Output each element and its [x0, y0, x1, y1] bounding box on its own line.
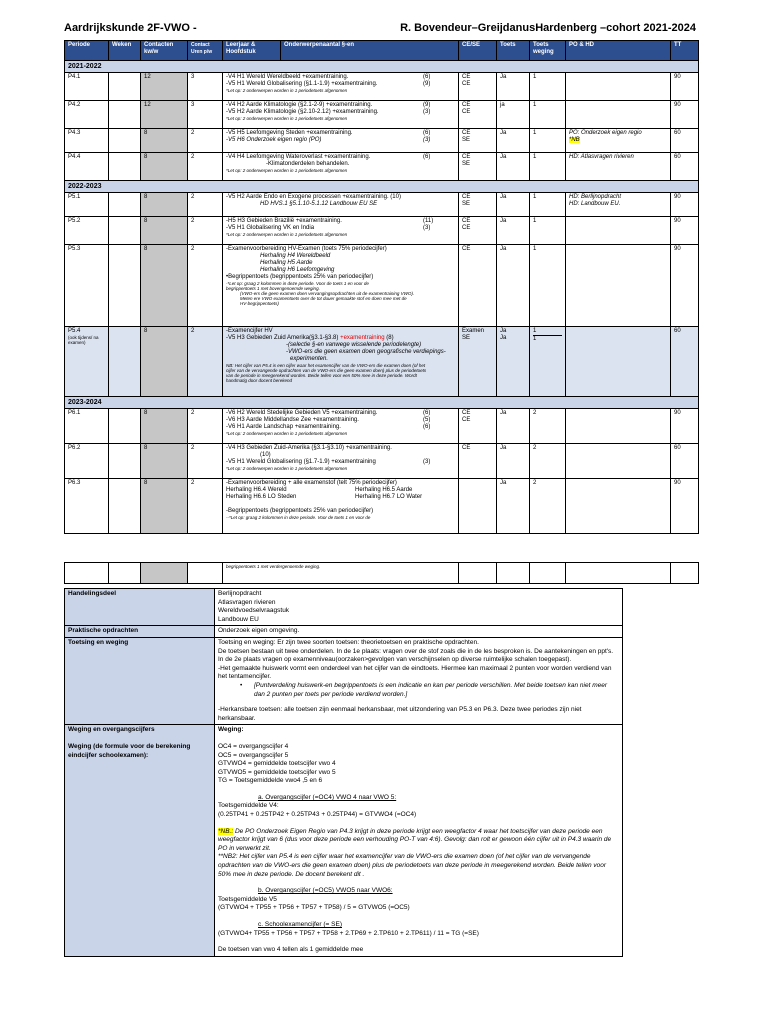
- praktische-opdrachten-row: Praktische opdrachten Onderzoek eigen omgeving.: [65, 626, 623, 638]
- col-cese: CE/SE: [459, 41, 497, 61]
- table-row: P5.2 8 2 -H5 H3 Gebieden Brazilië +examentraining. (11) -V5 H1 Globalisering VK en India (3) *Let op: 2 onderwerpen worden in 1 periodetoets afgenomen CE CE Ja 1 90: [65, 217, 699, 245]
- table-row: P4.1 12 3 -V4 H1 Wereld Wereldbeeld +examentraining. (6) -V5 H1 Wereld Globalisering (§1.1-1.9) +examentraining. (9) *Let op: 2 onderwerpen worden in 1 periodetoets afgenomen CE CE Ja 1 90: [65, 73, 699, 101]
- table-row: P4.4 8 2 -V4 H4 Leefomgeving Wateroverlast +examentraining. (6) -Klimatonderdelen behandelen. *Let op: 2 onderwerpen worden in 1 periodetoets afgenomen CE SE Ja 1 HD: Atlasvragen rivieren 60: [65, 153, 699, 181]
- table-row: P6.3 8 2 -Examenvoorbereiding + alle examenstof (telt 75% periodecijfer) Herhaling H6.4 Wereld Herhaling H6.5 Aarde Herhaling H6.6 LO Steden Herhaling H6.7 LO Water -Begrippentoets (begrippentoets 25% van periodecijfer) --*Let op: graag 2 kolommen in deze periode. Voor de toets 1 en voor de Ja 2 90: [65, 479, 699, 534]
- document-title: Aardrijkskunde 2F-VWO -: [64, 22, 197, 34]
- toetsing-row: Toetsing en weging Toetsing en weging: Er zijn twee soorten toetsen: theorietoetsen en praktische opdrachten. De toetsen bestaan uit twee onderdelen. In de 1e plaats: vragen over de stof zoals die in de les besproken is. De aantekeningen en ppt's. In de 2e plaats vragen op examenniveau(oorzaken>gevolgen van verschijnselen op diverse ruimtelijke schalen toegepast). -Het gemaakte huiswerk vormt een onderdeel van het cijfer van de eindtoets. Hiermee kan maximaal 2 punten voor worden verdiend van het tentamencijfer. • [Puntverdeling huiswerk-en begrippentoets is een indicatie en kan per periode verschillen. Met beide toetsen kan niet meer dan 2 punten per toets per periode verdiend worden.] -Herkansbare toetsen: alle toetsen zijn eenmaal herkansbaar, met uitzondering van P5.3 en P6.3. Deze twee periodes zijn niet herkansbaar.: [65, 637, 623, 724]
- table-row: P5.1 8 2 -V5 H2 Aarde Endo en Exogene processen +examentraining. (10) HD HVS.1 §5.1.10-5.1.12 Landbouw EU SE CE SE Ja 1 HD: Berlijnopdracht HD: Landbouw EU. 90: [65, 193, 699, 217]
- col-contact-uren: Contact Uren p/w: [188, 41, 223, 61]
- weging-row: Weging en overgangscijfers Weging (de formule voor de berekening eindcijfer schoolexamen): Weging: OC4 = overgangscijfer 4 OC5 = overgangscijfer 5 GTVWO4 = gemiddelde toetscijfer vwo 4 GTVWO5 = gemiddelde toetscijfer vwo 5 TG = Toetsgemiddelde vwo4 ,5 en 6 a. Overgangscijfer (=OC4) VWO 4 naar VWO 5: Toetsgemiddelde V4: (0.25TP41 + 0.25TP42 + 0.25TP43 + 0.25TP44) = GTVWO4 (=OC4) *NB.: De PO Onderzoek Eigen Regio van P4.3 krijgt in deze periode krijgt een weegfactor 4 waar het toetscijfer van deze periode een weegfactor krijgt van 6 (dus voor deze periode een verhouding PO-T van 4:6). Gevolg: dan rolt er gewoon één cijfer uit in P4.3 waarin de PO in verwerkt zit. **NB2: Het cijfer van P5.4 is een cijfer waar het examencijfer van de VWO-ers die examen doen (of het cijfer van de vervangende opdrachten van de VWO-ers die geen examen doen) plus de periodetoets van deze periode in meegerekend worden. Beide tellen voor 50% mee in deze periode. De docent berekent dit . b. Overgangscijfer (=OC5) VWO5 naar VWO6: Toetsgemiddelde V5 (GTVWO4 + TP55 + TP56 + TP57 + TP58) / 5 = GTVWO5 (=OC5) c. Schoolexamencijfer (= SE) (GTVWO4+ TP55 + TP56 + TP57 + TP58 + 2.TP69 + 2.TP610 + 2.TP611) / 11 = TG (=SE) De toetsen van vwo 4 tellen als 1 gemiddelde mee: [65, 725, 623, 956]
- document-author-cohort: R. Bovendeur–GreijdanusHardenberg –cohort 2021-2024: [400, 22, 696, 34]
- table-row: P4.2 12 3 -V4 H2 Aarde Klimatologie (§2.1-2-9) +examentraining. (9) -V5 H2 Aarde Klimatologie (§2.10-2.12) +examentraining. (3) *Let op: 2 onderwerpen worden in 1 periodetoets afgenomen CE CE ja 1 90: [65, 101, 699, 129]
- col-po-hd: PO & HD: [566, 41, 671, 61]
- handelingsdeel-row: Handelingsdeel Berlijnopdracht Atlasvragen rivieren Wereldvoedselvraagstuk Landbouw EU: [65, 589, 623, 626]
- col-toets: Toets: [497, 41, 530, 61]
- col-leerjaar: Leerjaar & Hoofdstuk: [223, 41, 281, 61]
- year-row: 2023-2024: [65, 397, 699, 409]
- col-tt: TT: [671, 41, 699, 61]
- year-row: 2021-2022: [65, 61, 699, 73]
- table-row: P4.3 8 2 -V5 H5 Leefomgeving Steden +examentraining. (6) -V5 H6 Onderzoek eigen regio (PO) (3) CE SE Ja 1 PO: Onderzoek eigen regio *NB 60: [65, 129, 699, 153]
- continuation-row: begrippentoets 1 met verdergenoemde weging.: [64, 562, 699, 584]
- col-weken: Weken: [109, 41, 141, 61]
- table-header-row: [65, 41, 699, 61]
- col-onderwerpen: Onderwerpenaantal §-en: [281, 41, 459, 61]
- table-row: P5.4 (ook tijdens/ na examen) 8 2 -Examencijfer HV -V5 H3 Gebieden Zuid Amerika(§3.1-§3.8) +examentraining (8) -(selectie §-en vanwege wisselende periodelengte) -VWO-ers die geen examen doen geografische verdiepings- experimenten. NB: Het cijfer van P5.4 is een cijfer waar het examencijfer van de VWO-ers die examen doen (of het cijfer van de vervangende opdrachten van de VWO-ers die geen examen doen) plus de periodetoets van de periode in meegerekend worden. Beide tellen voor een 50% mee in deze periode. Wordt handmatig door docent berekend Examen SE Ja Ja 1 1 60: [65, 327, 699, 397]
- table-row: P6.1 8 2 -V6 H2 Wereld Stedelijke Gebieden V5 +examentraining. (6) -V6 H3 Aarde Middellandse Zee +examentraining. (5) -V6 H1 Aarde Landschap +examentraining. (6) *Let op: 2 onderwerpen worden in 1 periodetoets afgenomen CE CE Ja 2 90: [65, 409, 699, 444]
- pta-table: [64, 40, 699, 534]
- col-periode: Periode: [65, 41, 109, 61]
- table-row: P6.2 8 2 -V4 H3 Gebieden Zuid-Amerika (§3.1-§3.10) +examentraining. (10) -V5 H1 Wereld Globalisering (§1.7-1.9) +examentraining (3) *Let op: 2 onderwerpen worden in 1 periodetoets afgenomen CE Ja 2 60: [65, 444, 699, 479]
- table-row: P5.3 8 2 -Examenvoorbereiding HV-Examen (toets 75% periodecijfer) Herhaling H4 Wereldbeeld Herhaling H5 Aarde Herhaling H6 Leefomgeving •Begrippentoets (begrippentoets 25% van periodecijfer) -*Let op: graag 2 kolommen in deze periode. Voor de toets 1 en voor de begrippentoets 1 met bovengenoemde weging. (VWO-ers die geen examen doen vervangingsopdrachten uit de examentraining VWO). Meten ere VWO examentoets over de tot duuer gemaakte stof en doen mee met de HV-begrippentoets) CE Ja 1 90: [65, 245, 699, 327]
- col-contacten: Contacten kw/w: [141, 41, 188, 61]
- col-toets-weging: Toets weging: [530, 41, 566, 61]
- info-table: [64, 588, 623, 957]
- year-row: 2022-2023: [65, 181, 699, 193]
